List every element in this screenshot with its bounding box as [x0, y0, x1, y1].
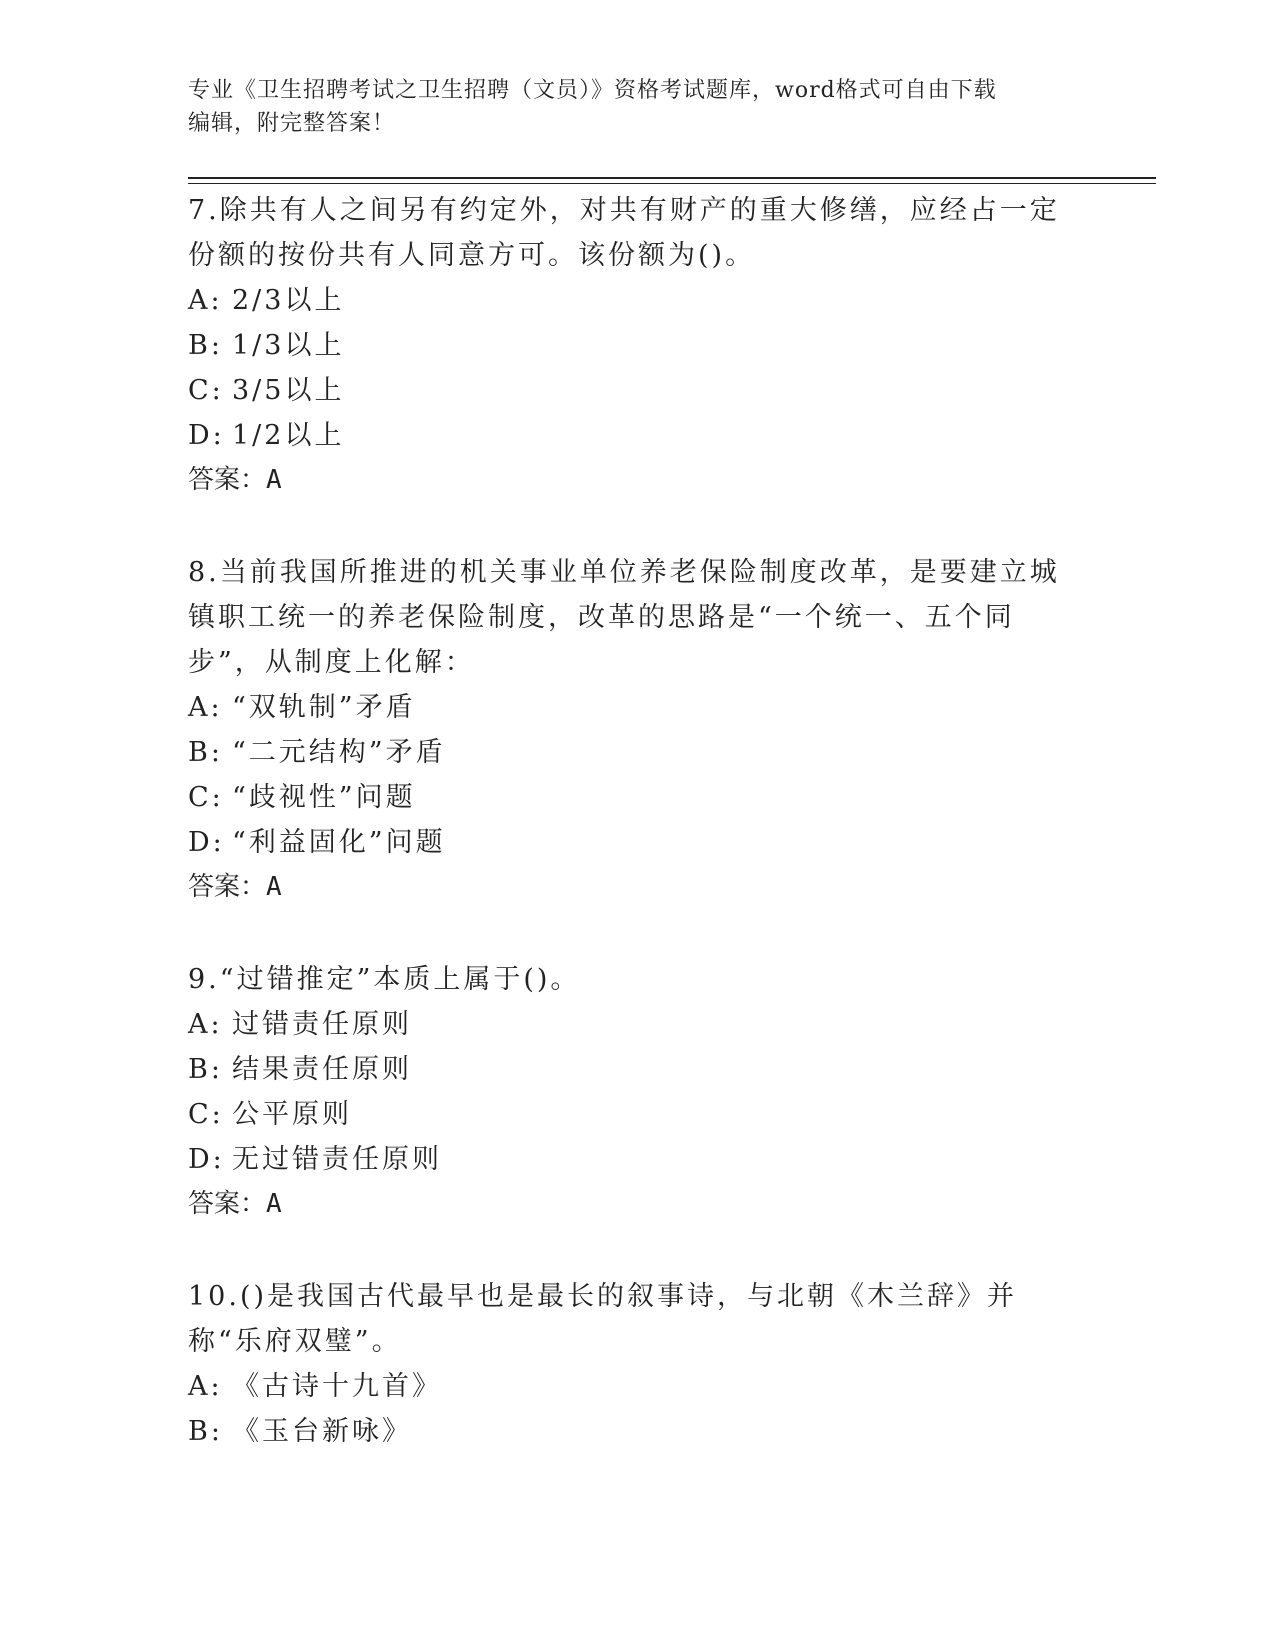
option-b — [188, 1409, 1088, 1454]
option-a — [188, 1002, 1088, 1047]
option-text: 无过错责任原则 — [232, 1144, 442, 1175]
option-text: 1/3以上 — [232, 330, 345, 361]
option-key: C: — [188, 375, 224, 406]
option-text: 公平原则 — [232, 1099, 352, 1130]
option-a — [188, 278, 1088, 323]
question-7 — [188, 188, 1088, 503]
option-text: 3/5以上 — [232, 375, 345, 406]
option-text: “双轨制”矛盾 — [232, 692, 416, 723]
option-key: C: — [188, 1099, 224, 1130]
answer-line: 答案：A — [188, 872, 282, 902]
option-d — [188, 1137, 1088, 1182]
option-b — [188, 730, 1088, 775]
option-text: 1/2以上 — [232, 420, 345, 451]
option-key: B: — [188, 330, 223, 361]
answer-line: 答案：A — [188, 1189, 282, 1219]
option-key: D: — [188, 420, 225, 451]
question-stem: 8.当前我国所推进的机关事业单位养老保险制度改革，是要建立城镇职工统一的养老保险制度，改革的思路是“一个统一、五个同步”，从制度上化解： — [188, 557, 1060, 678]
header-divider-thin — [188, 183, 1156, 184]
option-key: A: — [188, 285, 223, 316]
option-text: 《玉台新咏》 — [232, 1416, 412, 1447]
option-a — [188, 685, 1088, 730]
option-a — [188, 1364, 1088, 1409]
question-9 — [188, 957, 1088, 1227]
option-key: A: — [188, 1009, 223, 1040]
question-stem: 7.除共有人之间另有约定外，对共有财产的重大修缮，应经占一定份额的按份共有人同意方可。该份额为()。 — [188, 195, 1060, 271]
option-text: “二元结构”矛盾 — [232, 737, 446, 768]
question-10 — [188, 1274, 1088, 1454]
header-line-2: 编辑，附完整答案！ — [188, 111, 396, 136]
option-c — [188, 368, 1088, 413]
option-text: 《古诗十九首》 — [232, 1371, 442, 1402]
header-divider-thick — [188, 177, 1156, 179]
answer-line: 答案：A — [188, 465, 282, 495]
question-stem: 10.()是我国古代最早也是最长的叙事诗，与北朝《木兰辞》并称“乐府双璧”。 — [188, 1281, 1018, 1357]
option-d — [188, 413, 1088, 458]
question-8 — [188, 550, 1088, 910]
option-b — [188, 323, 1088, 368]
option-c — [188, 1092, 1088, 1137]
option-b — [188, 1047, 1088, 1092]
option-d — [188, 820, 1088, 865]
option-key: D: — [188, 1144, 225, 1175]
document-header — [188, 74, 1088, 140]
option-text: “歧视性”问题 — [232, 782, 416, 813]
option-text: “利益固化”问题 — [232, 827, 446, 858]
option-text: 过错责任原则 — [232, 1009, 412, 1040]
option-key: A: — [188, 692, 223, 723]
option-key: D: — [188, 827, 225, 858]
option-text: 结果责任原则 — [232, 1054, 412, 1085]
option-key: B: — [188, 737, 223, 768]
option-key: A: — [188, 1371, 223, 1402]
option-key: B: — [188, 1416, 223, 1447]
option-key: B: — [188, 1054, 223, 1085]
option-c — [188, 775, 1088, 820]
question-stem: 9.“过错推定”本质上属于()。 — [188, 964, 581, 995]
option-key: C: — [188, 782, 224, 813]
question-list — [188, 188, 1088, 1501]
option-text: 2/3以上 — [232, 285, 345, 316]
header-line-1: 专业《卫生招聘考试之卫生招聘（文员）》资格考试题库，word格式可自由下载 — [188, 78, 997, 103]
